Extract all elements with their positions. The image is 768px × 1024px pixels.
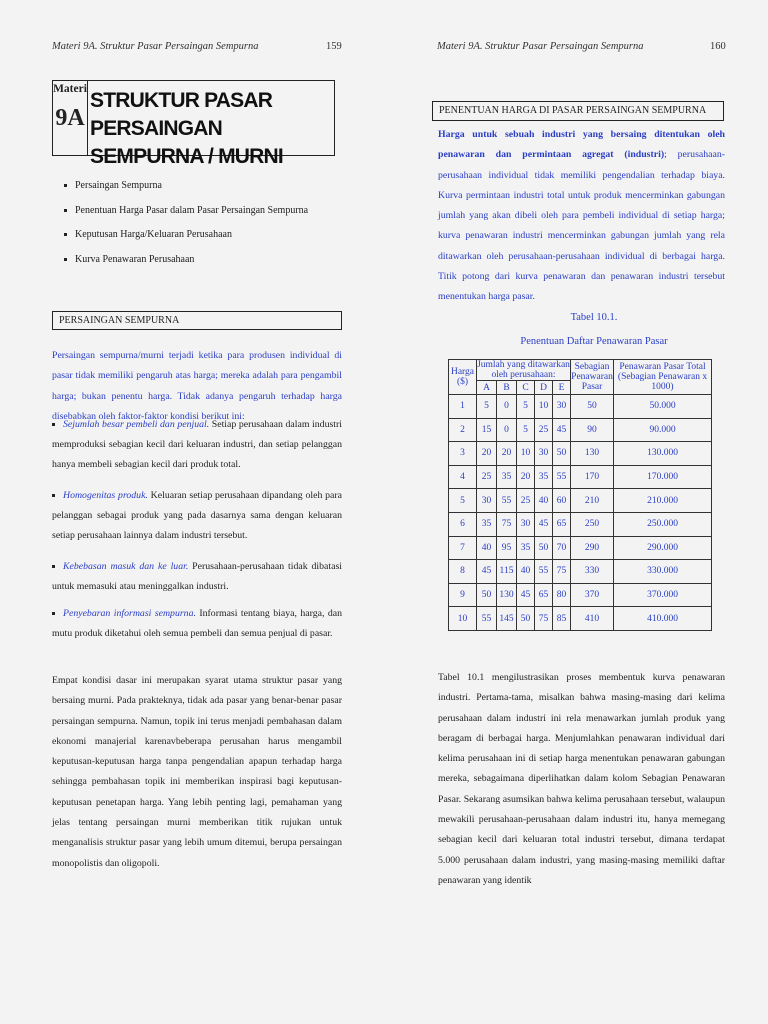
table-cell: 25: [517, 489, 535, 513]
left-page-number: 159: [326, 41, 342, 52]
table-cell: 45: [517, 583, 535, 607]
table-cell: 2: [449, 418, 477, 442]
table-cell: 170.000: [614, 465, 712, 489]
table-cell: 25: [477, 465, 497, 489]
table-cell: 50: [553, 442, 571, 466]
table-row: [449, 395, 712, 419]
supply-schedule-table: [448, 359, 712, 631]
pricing-paragraph: Harga untuk sebuah industri yang bersaing ditentukan oleh penawaran dan permintaan agregat (industri); perusahaan-perusahaan individual tidak memiliki pengendalian terhadap biaya. Kurva permintaan industri total untuk produk mencerminkan gabungan jumlah yang akan dibeli oleh para pembeli individual di setiap harga; kurva penawaran industri mencerminkan gabungan jumlah yang rela ditawarkan oleh perusahaan-perusahaan individual di berbagai harga. Titik potong dari kurva penawaran dan penawaran industri tersebut menentukan harga pasar.: [438, 129, 725, 303]
table-cell: 75: [553, 560, 571, 584]
firm-d: D: [535, 381, 553, 395]
table-cell: 50: [517, 607, 535, 631]
table-cell: 40: [535, 489, 553, 513]
firm-e: E: [553, 381, 571, 395]
condition-bullet-3: Kebebasan masuk dan ke luar. Perusahaan-perusahaan tidak dibatasi untuk memasuki atau meninggalkan industri.: [52, 561, 342, 592]
table-cell: 40: [477, 536, 497, 560]
table-cell: 20: [497, 442, 517, 466]
intro-paragraph: Persaingan sempurna/murni terjadi ketika para produsen individual di pasar tidak memiliki pengaruh atas harga; mereka adalah para pengambil harga; bukan penentu harga. Tidak adanya pengaruh terhadap harga disebabkan oleh faktor-faktor kondisi berikut ini:: [52, 350, 342, 422]
table-row: [449, 607, 712, 631]
table-title: Penentuan Daftar Penawaran Pasar: [520, 336, 668, 347]
table-cell: 410: [571, 607, 614, 631]
firm-c: C: [517, 381, 535, 395]
table-cell: 250.000: [614, 512, 712, 536]
table-row: [449, 512, 712, 536]
table-cell: 130.000: [614, 442, 712, 466]
right-running-header: Materi 9A. Struktur Pasar Persaingan Sempurna: [437, 41, 644, 52]
table-cell: 0: [497, 395, 517, 419]
table-cell: 40: [517, 560, 535, 584]
topic-item: Persaingan Sempurna: [64, 180, 308, 205]
right-page-number: 160: [710, 41, 726, 52]
chapter-title-line2: SEMPURNA / MURNI: [90, 145, 283, 168]
table-cell: 55: [477, 607, 497, 631]
explanation-paragraph: Tabel 10.1 mengilustrasikan proses membentuk kurva penawaran industri. Pertama-tama, misalkan bahwa masing-masing dari kelima perusahaan dalam industri ini rela menawarkan jumlah produk yang beragam di berbagai harga. Menjumlahkan penawaran individual dari kelima perusahaan ini di setiap harga menentukan penawaran gabungan mereka, sebagaimana diperlihatkan dalam kolom Sebagian Penawaran Pasar. Sekarang asumsikan bahwa kelima perusahaan tersebut, walaupun mewakili perusahaan-perusahaan dalam industri itu, hanya memegang sebagian kecil dari keluaran total industri tersebut, dimana terdapat 5.000 perusahaan dalam industri, yang masing-masing memiliki daftar penawaran yang identik: [438, 672, 725, 886]
table-cell: 115: [497, 560, 517, 584]
table-cell: 50: [571, 395, 614, 419]
table-cell: 330.000: [614, 560, 712, 584]
header-total-supply: Penawaran Pasar Total (Sebagian Penawaran x 1000): [614, 360, 712, 395]
table-cell: 4: [449, 465, 477, 489]
table-cell: 370: [571, 583, 614, 607]
table-cell: 170: [571, 465, 614, 489]
header-quantity: Jumlah yang ditawarkan oleh perusahaan:: [477, 360, 570, 380]
condition-bullet-2: Homogenitas produk. Keluaran setiap perusahaan dipandang oleh para pelanggan sebagai produk yang pada dasarnya sama dengan keluaran setiap perusahaan lainnya dalam industri tersebut.: [52, 490, 342, 541]
chapter-number: 9A: [55, 105, 85, 131]
table-number: Tabel 10.1.: [570, 312, 618, 323]
topic-item: Penentuan Harga Pasar dalam Pasar Persaingan Sempurna: [64, 205, 308, 230]
table-cell: 95: [497, 536, 517, 560]
table-cell: 410.000: [614, 607, 712, 631]
table-cell: 60: [553, 489, 571, 513]
table-cell: 10: [517, 442, 535, 466]
table-cell: 10: [535, 395, 553, 419]
table-cell: 370.000: [614, 583, 712, 607]
table-cell: 90: [571, 418, 614, 442]
table-header-row: [449, 360, 712, 381]
table-cell: 250: [571, 512, 614, 536]
table-cell: 80: [553, 583, 571, 607]
table-cell: 30: [517, 512, 535, 536]
table-cell: 290: [571, 536, 614, 560]
table-row: [449, 465, 712, 489]
table-cell: 70: [553, 536, 571, 560]
table-cell: 50: [535, 536, 553, 560]
condition-bullet-4: Penyebaran informasi sempurna. Informasi tentang biaya, harga, dan mutu produk diketahui oleh semua pembeli dan semua penjual di pasar.: [52, 608, 342, 639]
table-cell: 65: [553, 512, 571, 536]
closing-paragraph: Empat kondisi dasar ini merupakan syarat utama struktur pasar yang bersaing murni. Pada prakteknya, tidak ada pasar yang benar-benar pasar persaingan sempurna. Namun, topik ini terus menjadi pembahasan dalam ekonomi manajerial karenavbeberapa perusahan harus mengambil keputusan-keputusan harga tanpa pengendalian apapun terhadap harga sehingga pembahasan topik ini memberikan inspirasi bagi keputusan-keputusan penetapan harga. Yang lebih penting lagi, pemahaman yang jelas tentang persaingan murni memberikan titik rujukan untuk menganalisis struktur pasar yang lebih umum ditemui, berupa persaingan monopolistis dan oligopoli.: [52, 675, 342, 869]
table-cell: 9: [449, 583, 477, 607]
table-cell: 15: [477, 418, 497, 442]
table-cell: 35: [517, 536, 535, 560]
table-cell: 55: [497, 489, 517, 513]
table-cell: 3: [449, 442, 477, 466]
table-cell: 210: [571, 489, 614, 513]
table-row: [449, 489, 712, 513]
table-cell: 65: [535, 583, 553, 607]
table-cell: 5: [449, 489, 477, 513]
table-cell: 8: [449, 560, 477, 584]
table-cell: 35: [477, 512, 497, 536]
table-cell: 30: [477, 489, 497, 513]
table-cell: 20: [517, 465, 535, 489]
table-cell: 50: [477, 583, 497, 607]
table-cell: 35: [497, 465, 517, 489]
table-cell: 145: [497, 607, 517, 631]
table-cell: 130: [571, 442, 614, 466]
topic-item: Keputusan Harga/Keluaran Perusahaan: [64, 229, 308, 254]
table-cell: 5: [517, 395, 535, 419]
topic-list: [64, 180, 308, 278]
condition-bullet-1: Sejumlah besar pembeli dan penjual. Setiap perusahaan dalam industri memproduksi sebagian kecil dari keluaran industri, dan setiap pelanggan hanya membeli sebagian kecil dari produk total.: [52, 419, 342, 470]
table-row: [449, 536, 712, 560]
table-cell: 30: [553, 395, 571, 419]
table-cell: 45: [535, 512, 553, 536]
left-running-header: Materi 9A. Struktur Pasar Persaingan Sempurna: [52, 41, 259, 52]
table-row: [449, 418, 712, 442]
table-cell: 5: [477, 395, 497, 419]
table-row: [449, 560, 712, 584]
table-cell: 130: [497, 583, 517, 607]
table-cell: 7: [449, 536, 477, 560]
table-cell: 45: [477, 560, 497, 584]
table-cell: 55: [553, 465, 571, 489]
table-cell: 30: [535, 442, 553, 466]
header-price: Harga ($): [449, 360, 477, 395]
table-cell: 35: [535, 465, 553, 489]
chapter-title: [90, 87, 334, 171]
table-cell: 20: [477, 442, 497, 466]
table-cell: 330: [571, 560, 614, 584]
table-cell: 210.000: [614, 489, 712, 513]
table-row: [449, 583, 712, 607]
header-partial-supply: Sebagian Penawaran Pasar: [571, 360, 614, 395]
table-cell: 50.000: [614, 395, 712, 419]
table-cell: 75: [535, 607, 553, 631]
firm-b: B: [497, 381, 517, 395]
table-cell: 1: [449, 395, 477, 419]
table-cell: 85: [553, 607, 571, 631]
chapter-title-box: [52, 80, 335, 168]
table-cell: 90.000: [614, 418, 712, 442]
table-cell: 290.000: [614, 536, 712, 560]
table-cell: 55: [535, 560, 553, 584]
table-cell: 45: [553, 418, 571, 442]
chapter-label-top: Materi: [53, 83, 87, 95]
section-heading-penentuan: PENENTUAN HARGA DI PASAR PERSAINGAN SEMPURNA: [432, 101, 724, 121]
table-cell: 5: [517, 418, 535, 442]
table-cell: 6: [449, 512, 477, 536]
chapter-title-line1: STRUKTUR PASAR PERSAINGAN: [90, 89, 273, 140]
table-cell: 25: [535, 418, 553, 442]
table-cell: 10: [449, 607, 477, 631]
table-cell: 75: [497, 512, 517, 536]
firm-a: A: [477, 381, 497, 395]
section-heading-persaingan: PERSAINGAN SEMPURNA: [52, 311, 342, 330]
table-row: [449, 442, 712, 466]
topic-item: Kurva Penawaran Perusahaan: [64, 254, 308, 279]
table-cell: 0: [497, 418, 517, 442]
chapter-label: [53, 81, 88, 155]
